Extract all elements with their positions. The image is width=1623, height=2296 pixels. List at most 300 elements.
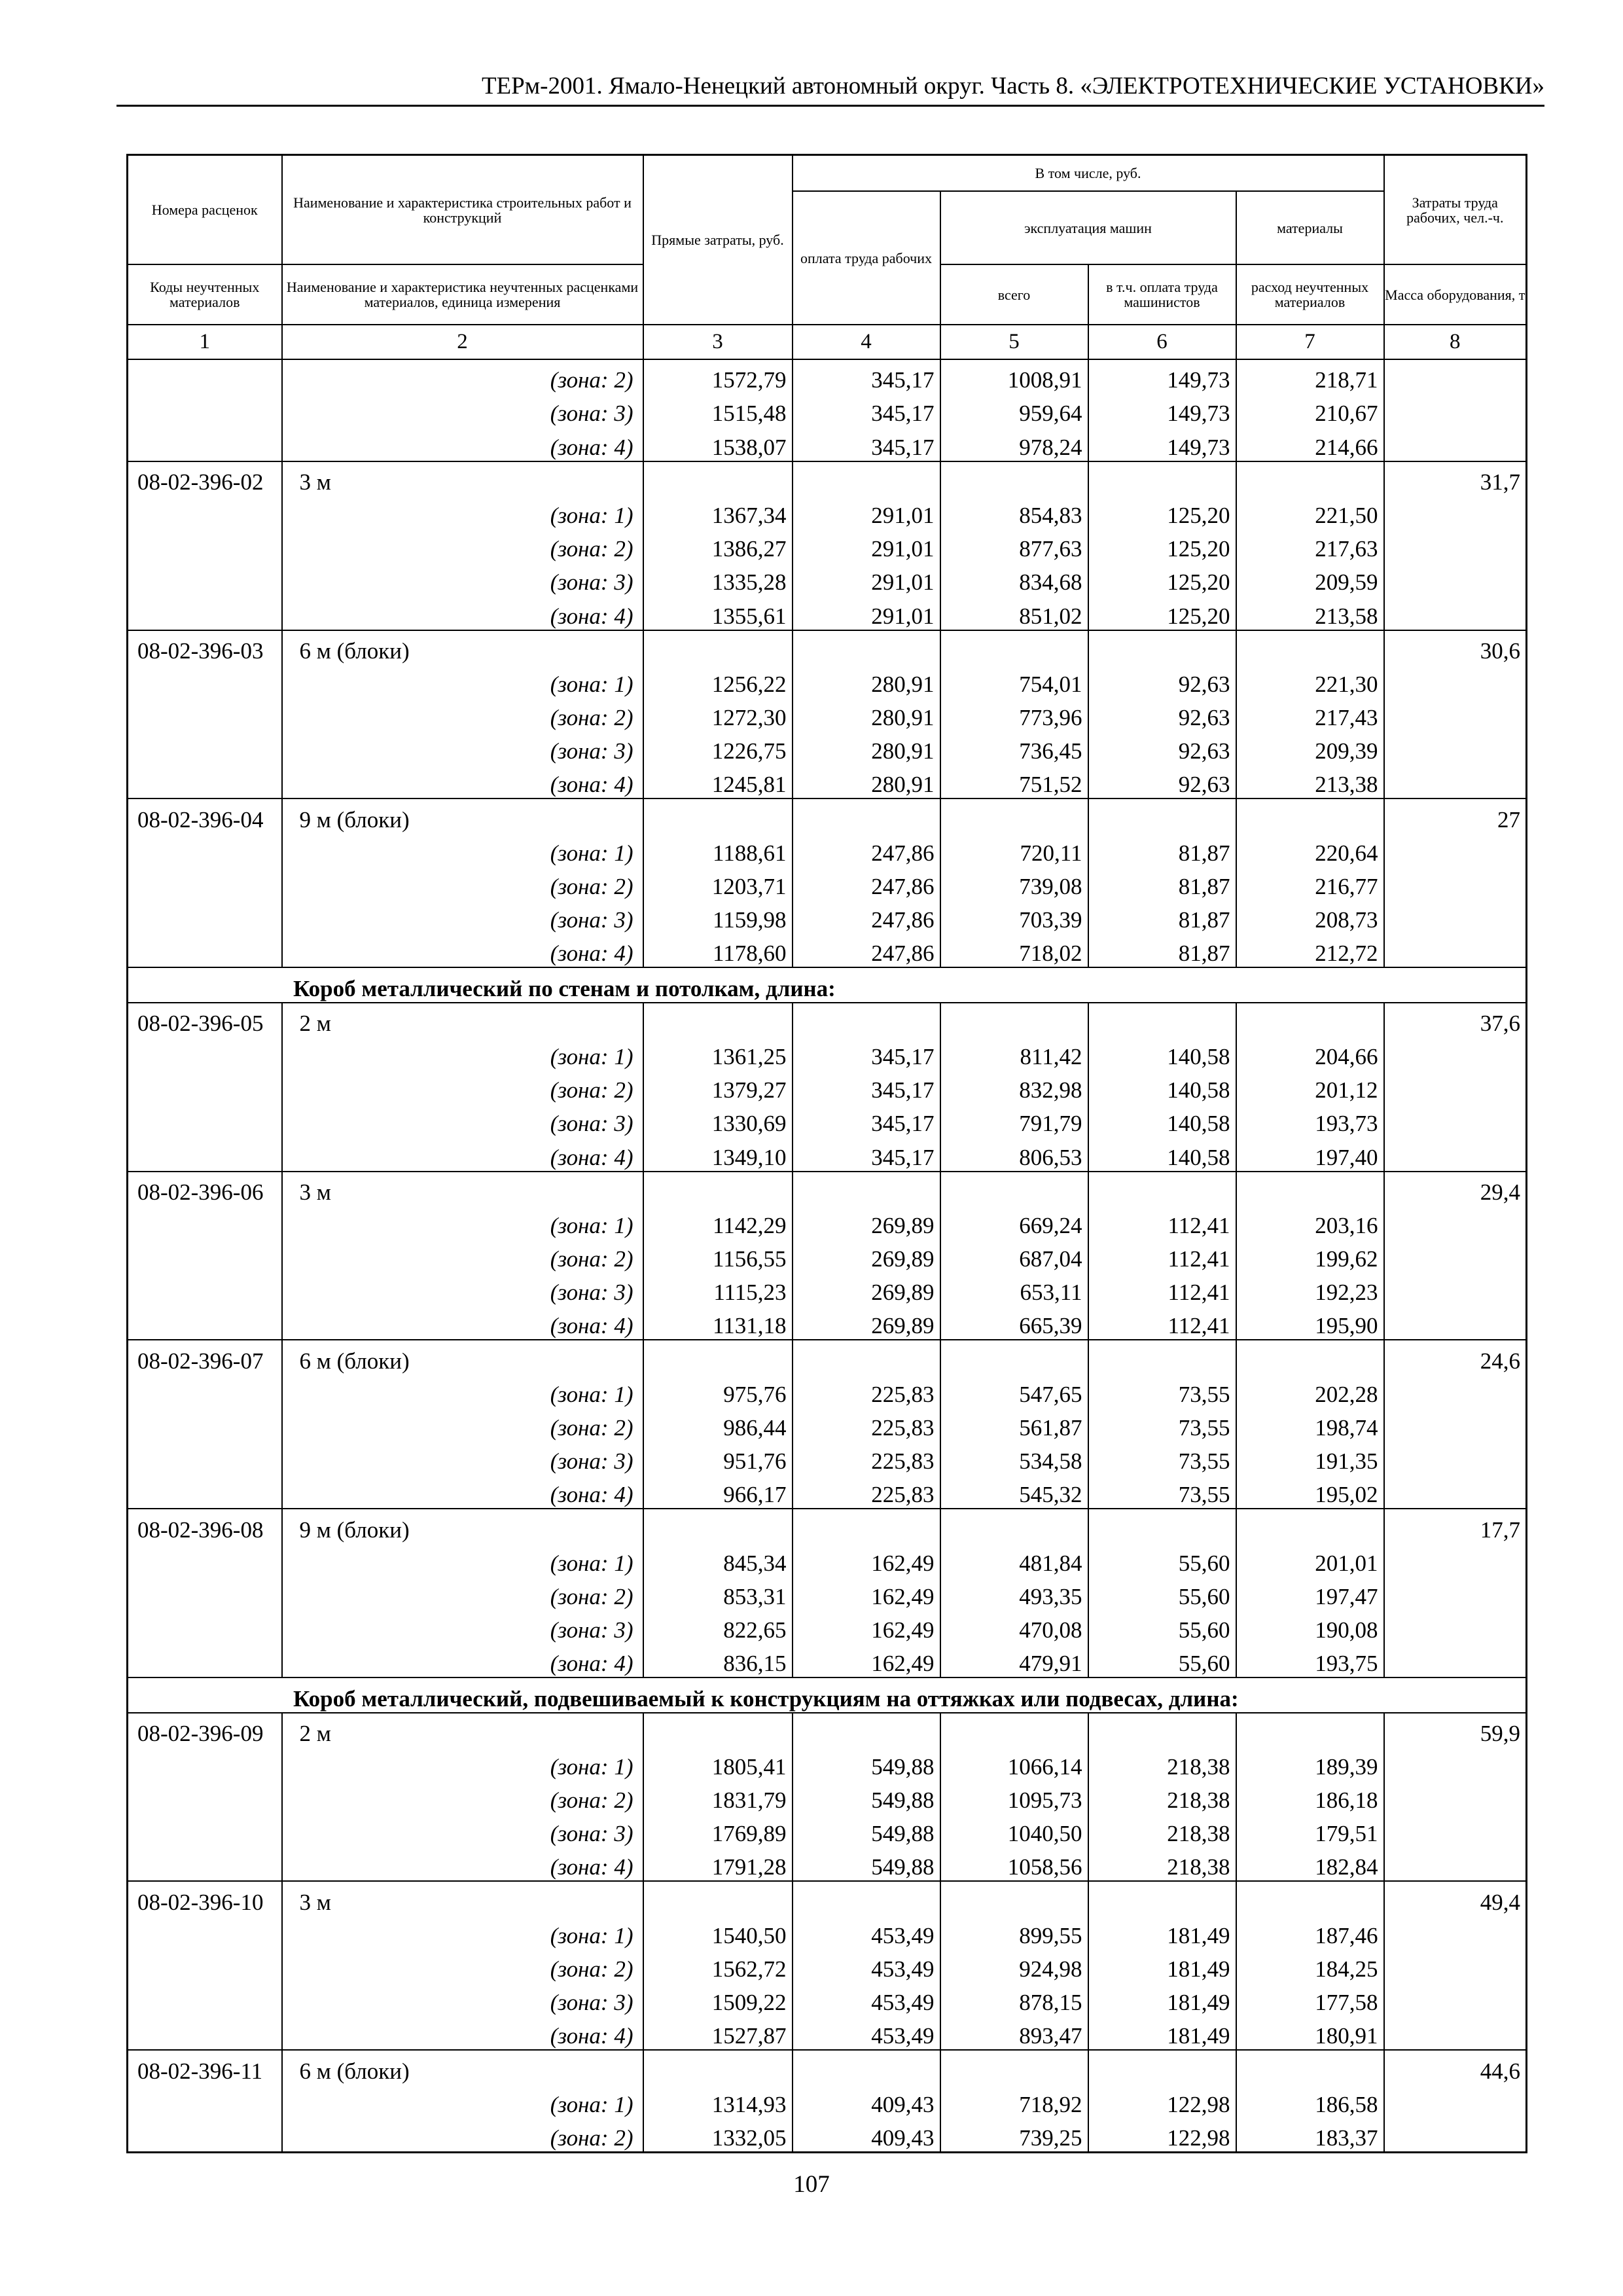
labor-costs-value: 17,7: [1384, 1509, 1527, 1543]
machines-labor-value: 125,20: [1088, 495, 1236, 529]
zone-row: [128, 393, 1527, 427]
machines-total-value: 739,25: [940, 2118, 1088, 2153]
materials-value: 195,90: [1236, 1306, 1384, 1340]
header-labor-pay: оплата труда рабочих: [793, 191, 940, 325]
item-description: 9 м (блоки): [282, 1509, 643, 1543]
empty-cell: [128, 1408, 282, 1441]
empty-cell: [940, 1172, 1088, 1206]
column-number: 7: [1236, 325, 1384, 359]
direct-costs-value: 1805,41: [643, 1747, 793, 1780]
labor-pay-value: 345,17: [793, 1037, 940, 1070]
labor-pay-value: 162,49: [793, 1610, 940, 1643]
labor-pay-value: 280,91: [793, 698, 940, 731]
direct-costs-value: 1509,22: [643, 1982, 793, 2016]
materials-value: 201,01: [1236, 1543, 1384, 1577]
empty-cell: [793, 2050, 940, 2084]
zone-label: (зона: 2): [282, 1239, 643, 1272]
zone-label: (зона: 4): [282, 1643, 643, 1677]
zone-row: [128, 2016, 1527, 2050]
machines-total-value: 736,45: [940, 731, 1088, 764]
materials-value: 212,72: [1236, 933, 1384, 967]
column-number: 3: [643, 325, 793, 359]
rate-item-row: [128, 461, 1527, 495]
machines-total-value: 687,04: [940, 1239, 1088, 1272]
empty-cell: [940, 1003, 1088, 1037]
empty-cell: [1384, 1475, 1527, 1509]
machines-total-value: 1058,56: [940, 1847, 1088, 1881]
materials-value: 187,46: [1236, 1916, 1384, 1949]
rates-table: [126, 154, 1527, 2153]
labor-pay-value: 162,49: [793, 1543, 940, 1577]
labor-pay-value: 269,89: [793, 1206, 940, 1239]
zone-label: (зона: 2): [282, 1408, 643, 1441]
zone-label: (зона: 3): [282, 393, 643, 427]
empty-cell: [1384, 1408, 1527, 1441]
empty-cell: [1384, 1780, 1527, 1814]
empty-cell: [1384, 1239, 1527, 1272]
zone-label: (зона: 3): [282, 1272, 643, 1306]
materials-value: 193,75: [1236, 1643, 1384, 1677]
empty-cell: [643, 1713, 793, 1747]
labor-pay-value: 247,86: [793, 867, 940, 900]
machines-total-value: 1095,73: [940, 1780, 1088, 1814]
labor-pay-value: 280,91: [793, 664, 940, 698]
running-header: ТЕРм-2001. Ямало-Ненецкий автономный округ. Часть 8. «ЭЛЕКТРОТЕХНИЧЕСКИЕ УСТАНОВКИ»: [481, 73, 1544, 99]
labor-costs-value: 24,6: [1384, 1340, 1527, 1374]
labor-pay-value: 247,86: [793, 900, 940, 933]
column-number: 5: [940, 325, 1088, 359]
machines-total-value: 665,39: [940, 1306, 1088, 1340]
machines-labor-value: 125,20: [1088, 529, 1236, 562]
empty-cell: [940, 1340, 1088, 1374]
empty-cell: [1384, 1103, 1527, 1137]
empty-cell: [643, 1340, 793, 1374]
empty-cell: [1236, 630, 1384, 664]
empty-cell: [1088, 1340, 1236, 1374]
machines-total-value: 1008,91: [940, 359, 1088, 393]
labor-costs-value: 44,6: [1384, 2050, 1527, 2084]
empty-cell: [128, 900, 282, 933]
machines-total-value: 493,35: [940, 1577, 1088, 1610]
empty-cell: [793, 461, 940, 495]
machines-total-value: 878,15: [940, 1982, 1088, 2016]
materials-value: 190,08: [1236, 1610, 1384, 1643]
materials-value: 209,39: [1236, 731, 1384, 764]
empty-cell: [128, 1982, 282, 2016]
empty-cell: [940, 630, 1088, 664]
labor-pay-value: 225,83: [793, 1441, 940, 1475]
materials-value: 209,59: [1236, 562, 1384, 596]
zone-row: [128, 1206, 1527, 1239]
direct-costs-value: 1527,87: [643, 2016, 793, 2050]
zone-row: [128, 900, 1527, 933]
machines-total-value: 877,63: [940, 529, 1088, 562]
zone-row: [128, 1916, 1527, 1949]
zone-row: [128, 1441, 1527, 1475]
zone-row: [128, 427, 1527, 461]
machines-labor-value: 181,49: [1088, 2016, 1236, 2050]
direct-costs-value: 1131,18: [643, 1306, 793, 1340]
machines-labor-value: 73,55: [1088, 1441, 1236, 1475]
machines-total-value: 739,08: [940, 867, 1088, 900]
materials-value: 193,73: [1236, 1103, 1384, 1137]
item-description: 6 м (блоки): [282, 630, 643, 664]
machines-total-value: 959,64: [940, 393, 1088, 427]
section-heading: Короб металлический, подвешиваемый к конструкциям на оттяжках или подвесах, длина:: [128, 1677, 1527, 1712]
empty-cell: [1384, 2085, 1527, 2118]
machines-labor-value: 140,58: [1088, 1070, 1236, 1103]
item-description: 2 м: [282, 1003, 643, 1037]
rate-code: 08-02-396-08: [128, 1509, 282, 1543]
empty-cell: [643, 1003, 793, 1037]
direct-costs-value: 1226,75: [643, 731, 793, 764]
labor-pay-value: 549,88: [793, 1814, 940, 1847]
section-heading: Короб металлический по стенам и потолкам, длина:: [128, 967, 1527, 1002]
labor-pay-value: 269,89: [793, 1239, 940, 1272]
zone-label: (зона: 4): [282, 2016, 643, 2050]
empty-cell: [1384, 833, 1527, 867]
empty-cell: [128, 1577, 282, 1610]
materials-value: 220,64: [1236, 833, 1384, 867]
empty-cell: [128, 1610, 282, 1643]
empty-cell: [1088, 1881, 1236, 1915]
empty-cell: [1384, 2016, 1527, 2050]
machines-labor-value: 92,63: [1088, 764, 1236, 798]
empty-cell: [128, 529, 282, 562]
empty-cell: [940, 798, 1088, 833]
zone-row: [128, 1543, 1527, 1577]
machines-total-value: 720,11: [940, 833, 1088, 867]
empty-cell: [1384, 359, 1527, 393]
direct-costs-value: 1379,27: [643, 1070, 793, 1103]
empty-cell: [1088, 461, 1236, 495]
zone-label: (зона: 2): [282, 1070, 643, 1103]
machines-labor-value: 92,63: [1088, 664, 1236, 698]
machines-labor-value: 112,41: [1088, 1272, 1236, 1306]
machines-labor-value: 55,60: [1088, 1543, 1236, 1577]
materials-value: 201,12: [1236, 1070, 1384, 1103]
direct-costs-value: 951,76: [643, 1441, 793, 1475]
machines-labor-value: 149,73: [1088, 359, 1236, 393]
labor-pay-value: 225,83: [793, 1374, 940, 1408]
direct-costs-value: 986,44: [643, 1408, 793, 1441]
item-description: 3 м: [282, 1172, 643, 1206]
machines-total-value: 754,01: [940, 664, 1088, 698]
labor-pay-value: 453,49: [793, 1949, 940, 1982]
empty-cell: [1088, 1172, 1236, 1206]
direct-costs-value: 836,15: [643, 1643, 793, 1677]
empty-cell: [643, 1509, 793, 1543]
rate-item-row: [128, 2050, 1527, 2084]
empty-cell: [1236, 1172, 1384, 1206]
zone-row: [128, 1137, 1527, 1171]
zone-label: (зона: 4): [282, 1137, 643, 1171]
direct-costs-value: 1349,10: [643, 1137, 793, 1171]
rate-code: 08-02-396-05: [128, 1003, 282, 1037]
zone-row: [128, 596, 1527, 630]
empty-cell: [643, 461, 793, 495]
machines-labor-value: 55,60: [1088, 1577, 1236, 1610]
zone-row: [128, 1780, 1527, 1814]
zone-row: [128, 1306, 1527, 1340]
column-number: 6: [1088, 325, 1236, 359]
labor-pay-value: 549,88: [793, 1780, 940, 1814]
empty-cell: [1088, 1509, 1236, 1543]
empty-cell: [128, 562, 282, 596]
empty-cell: [1384, 1747, 1527, 1780]
labor-pay-value: 291,01: [793, 529, 940, 562]
materials-value: 221,30: [1236, 664, 1384, 698]
zone-row: [128, 764, 1527, 798]
machines-total-value: 811,42: [940, 1037, 1088, 1070]
machines-labor-value: 181,49: [1088, 1982, 1236, 2016]
machines-total-value: 834,68: [940, 562, 1088, 596]
labor-pay-value: 247,86: [793, 933, 940, 967]
labor-pay-value: 453,49: [793, 1982, 940, 2016]
zone-label: (зона: 1): [282, 1543, 643, 1577]
machines-total-value: 718,92: [940, 2085, 1088, 2118]
machines-total-value: 978,24: [940, 427, 1088, 461]
zone-row: [128, 1475, 1527, 1509]
table-header: [128, 155, 1527, 360]
header-materials-use: расход неучтенных материалов: [1236, 264, 1384, 325]
empty-cell: [128, 596, 282, 630]
zone-row: [128, 867, 1527, 900]
zone-row: [128, 1272, 1527, 1306]
direct-costs-value: 1272,30: [643, 698, 793, 731]
empty-cell: [1384, 1577, 1527, 1610]
empty-cell: [128, 1780, 282, 1814]
header-rate-numbers: Номера расценок: [128, 155, 282, 265]
empty-cell: [1384, 529, 1527, 562]
empty-cell: [128, 1037, 282, 1070]
materials-value: 189,39: [1236, 1747, 1384, 1780]
rate-item-row: [128, 1881, 1527, 1915]
empty-cell: [643, 1881, 793, 1915]
zone-label: (зона: 4): [282, 596, 643, 630]
labor-pay-value: 453,49: [793, 1916, 940, 1949]
empty-cell: [793, 1881, 940, 1915]
machines-total-value: 545,32: [940, 1475, 1088, 1509]
empty-cell: [128, 1137, 282, 1171]
zone-row: [128, 1610, 1527, 1643]
zone-label: (зона: 4): [282, 764, 643, 798]
labor-costs-value: 30,6: [1384, 630, 1527, 664]
zone-label: (зона: 3): [282, 1814, 643, 1847]
zone-label: (зона: 3): [282, 562, 643, 596]
zone-row: [128, 1982, 1527, 2016]
empty-cell: [1384, 1441, 1527, 1475]
empty-cell: [128, 495, 282, 529]
machines-labor-value: 81,87: [1088, 867, 1236, 900]
zone-row: [128, 1408, 1527, 1441]
machines-labor-value: 140,58: [1088, 1103, 1236, 1137]
empty-cell: [793, 1340, 940, 1374]
zone-row: [128, 1643, 1527, 1677]
empty-cell: [793, 630, 940, 664]
direct-costs-value: 1572,79: [643, 359, 793, 393]
header-labor-costs: Затраты труда рабочих, чел.-ч.: [1384, 155, 1527, 265]
zone-label: (зона: 3): [282, 900, 643, 933]
labor-pay-value: 345,17: [793, 1070, 940, 1103]
item-description: 6 м (блоки): [282, 1340, 643, 1374]
empty-cell: [128, 1949, 282, 1982]
empty-cell: [128, 664, 282, 698]
empty-cell: [128, 1374, 282, 1408]
machines-total-value: 470,08: [940, 1610, 1088, 1643]
direct-costs-value: 822,65: [643, 1610, 793, 1643]
rate-item-row: [128, 1003, 1527, 1037]
materials-value: 197,40: [1236, 1137, 1384, 1171]
machines-labor-value: 125,20: [1088, 562, 1236, 596]
empty-cell: [128, 1070, 282, 1103]
zone-label: (зона: 2): [282, 1949, 643, 1982]
empty-cell: [1384, 1037, 1527, 1070]
empty-cell: [793, 1713, 940, 1747]
direct-costs-value: 1188,61: [643, 833, 793, 867]
header-machines-total: всего: [940, 264, 1088, 325]
direct-costs-value: 1831,79: [643, 1780, 793, 1814]
rate-code: 08-02-396-11: [128, 2050, 282, 2084]
empty-cell: [128, 731, 282, 764]
machines-total-value: 479,91: [940, 1643, 1088, 1677]
empty-cell: [128, 1916, 282, 1949]
labor-pay-value: 345,17: [793, 359, 940, 393]
empty-cell: [128, 2016, 282, 2050]
labor-costs-value: 27: [1384, 798, 1527, 833]
machines-labor-value: 112,41: [1088, 1239, 1236, 1272]
empty-cell: [128, 2118, 282, 2153]
item-description: 9 м (блоки): [282, 798, 643, 833]
empty-cell: [128, 393, 282, 427]
zone-row: [128, 1747, 1527, 1780]
direct-costs-value: 1115,23: [643, 1272, 793, 1306]
direct-costs-value: 1540,50: [643, 1916, 793, 1949]
empty-cell: [940, 1713, 1088, 1747]
header-work-name: Наименование и характеристика строительных работ и конструкций: [282, 155, 643, 265]
item-description: 6 м (блоки): [282, 2050, 643, 2084]
materials-value: 192,23: [1236, 1272, 1384, 1306]
zone-label: (зона: 1): [282, 1374, 643, 1408]
direct-costs-value: 1562,72: [643, 1949, 793, 1982]
column-number: 8: [1384, 325, 1527, 359]
machines-labor-value: 149,73: [1088, 393, 1236, 427]
empty-cell: [793, 1172, 940, 1206]
zone-row: [128, 933, 1527, 967]
empty-cell: [1088, 1713, 1236, 1747]
zone-label: (зона: 2): [282, 1780, 643, 1814]
direct-costs-value: 1178,60: [643, 933, 793, 967]
machines-total-value: 703,39: [940, 900, 1088, 933]
empty-cell: [128, 427, 282, 461]
materials-value: 186,58: [1236, 2085, 1384, 2118]
empty-cell: [128, 933, 282, 967]
empty-cell: [1384, 596, 1527, 630]
empty-cell: [1384, 1137, 1527, 1171]
direct-costs-value: 853,31: [643, 1577, 793, 1610]
zone-row: [128, 1070, 1527, 1103]
empty-cell: [1384, 1847, 1527, 1881]
zone-row: [128, 1577, 1527, 1610]
rate-item-row: [128, 1340, 1527, 1374]
materials-value: 217,43: [1236, 698, 1384, 731]
materials-value: 217,63: [1236, 529, 1384, 562]
materials-value: 198,74: [1236, 1408, 1384, 1441]
zone-row: [128, 1374, 1527, 1408]
machines-total-value: 1066,14: [940, 1747, 1088, 1780]
direct-costs-value: 1355,61: [643, 596, 793, 630]
empty-cell: [1384, 2118, 1527, 2153]
machines-labor-value: 140,58: [1088, 1137, 1236, 1171]
header-divider: [116, 105, 1544, 107]
materials-value: 202,28: [1236, 1374, 1384, 1408]
empty-cell: [1384, 1610, 1527, 1643]
empty-cell: [1384, 933, 1527, 967]
empty-cell: [1236, 1509, 1384, 1543]
materials-value: 179,51: [1236, 1814, 1384, 1847]
empty-cell: [128, 833, 282, 867]
direct-costs-value: 1332,05: [643, 2118, 793, 2153]
section-heading-row: [128, 967, 1527, 1002]
labor-pay-value: 345,17: [793, 427, 940, 461]
labor-pay-value: 225,83: [793, 1475, 940, 1509]
empty-cell: [1384, 731, 1527, 764]
direct-costs-value: 1159,98: [643, 900, 793, 933]
labor-pay-value: 345,17: [793, 393, 940, 427]
labor-pay-value: 409,43: [793, 2085, 940, 2118]
zone-label: (зона: 2): [282, 867, 643, 900]
empty-cell: [1088, 798, 1236, 833]
empty-cell: [128, 867, 282, 900]
direct-costs-value: 1330,69: [643, 1103, 793, 1137]
empty-cell: [128, 1643, 282, 1677]
materials-value: 210,67: [1236, 393, 1384, 427]
direct-costs-value: 1769,89: [643, 1814, 793, 1847]
rates-table-container: [126, 154, 1525, 2153]
empty-cell: [128, 1475, 282, 1509]
direct-costs-value: 1335,28: [643, 562, 793, 596]
machines-total-value: 893,47: [940, 2016, 1088, 2050]
empty-cell: [643, 630, 793, 664]
rate-code: 08-02-396-04: [128, 798, 282, 833]
header-equipment-mass: Масса оборудования, т: [1384, 264, 1527, 325]
empty-cell: [643, 798, 793, 833]
section-heading-row: [128, 1677, 1527, 1712]
machines-total-value: 481,84: [940, 1543, 1088, 1577]
machines-total-value: 653,11: [940, 1272, 1088, 1306]
empty-cell: [128, 1206, 282, 1239]
empty-cell: [1384, 1306, 1527, 1340]
direct-costs-value: 1386,27: [643, 529, 793, 562]
machines-total-value: 751,52: [940, 764, 1088, 798]
machines-total-value: 773,96: [940, 698, 1088, 731]
rate-item-row: [128, 630, 1527, 664]
rate-code: 08-02-396-10: [128, 1881, 282, 1915]
direct-costs-value: 1791,28: [643, 1847, 793, 1881]
labor-pay-value: 291,01: [793, 495, 940, 529]
empty-cell: [1384, 427, 1527, 461]
labor-pay-value: 453,49: [793, 2016, 940, 2050]
zone-row: [128, 2118, 1527, 2153]
empty-cell: [128, 698, 282, 731]
item-description: 2 м: [282, 1713, 643, 1747]
column-number: 4: [793, 325, 940, 359]
materials-value: 180,91: [1236, 2016, 1384, 2050]
empty-cell: [1088, 1003, 1236, 1037]
empty-cell: [1384, 393, 1527, 427]
empty-cell: [128, 1441, 282, 1475]
empty-cell: [128, 764, 282, 798]
